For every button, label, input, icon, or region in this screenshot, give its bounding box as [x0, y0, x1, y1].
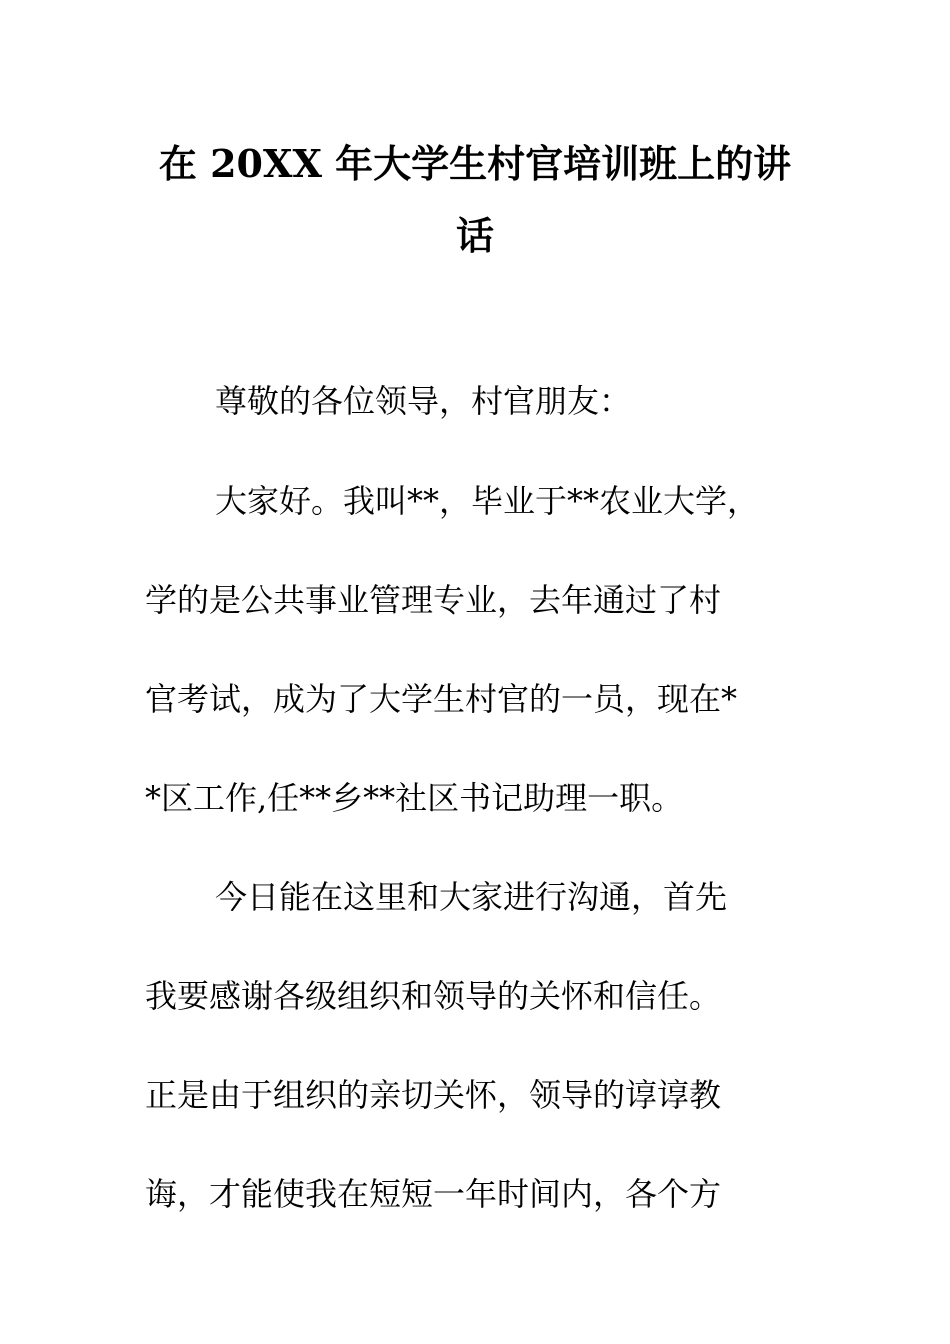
- paragraph-2-line-1: 今日能在这里和大家进行沟通，首先: [215, 878, 728, 916]
- paragraph-1-line-3: 官考试，成为了大学生村官的一员，现在*: [145, 680, 738, 718]
- paragraph-1-line-4: *区工作,任**乡**社区书记助理一职。: [145, 779, 684, 817]
- paragraph-2-line-2: 我要感谢各级组织和领导的关怀和信任。: [145, 977, 722, 1015]
- paragraph-1-line-2: 学的是公共事业管理专业，去年通过了村: [145, 581, 722, 619]
- title-line-2: 话: [455, 213, 494, 258]
- paragraph-2-line-4: 诲，才能使我在短短一年时间内，各个方: [145, 1175, 722, 1213]
- paragraph-1-line-1: 大家好。我叫**，毕业于**农业大学，: [215, 482, 760, 520]
- document-title: [145, 128, 805, 272]
- paragraph-2-line-3: 正是由于组织的亲切关怀，领导的谆谆教: [145, 1076, 722, 1114]
- salutation-line: 尊敬的各位领导，村官朋友：: [215, 382, 632, 420]
- title-line-1: 在 20XX 年大学生村官培训班上的讲: [158, 141, 792, 186]
